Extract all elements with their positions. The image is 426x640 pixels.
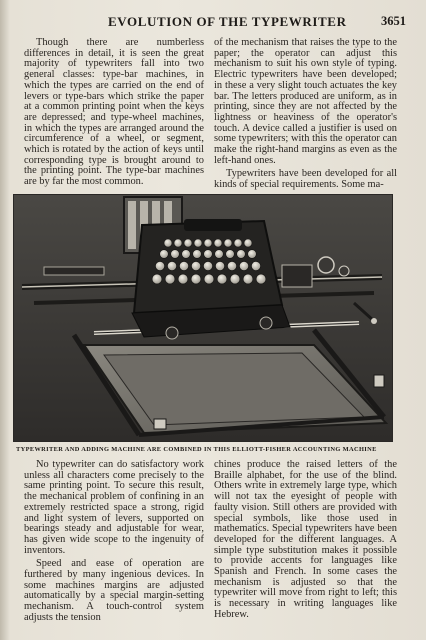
left-column-top: [24, 38, 204, 188]
paragraph: Though there are numberless differences in detail, it is seen the great majority of typewriters fall into two general classes: type-bar machines, in which the types are carried on the end of levers or type-bars which strike the paper at a common printing point when the keys are depressed; and type-wheel machines, in which the types are arranged around the circumference of a wheel, or segment, which is rotated by the action of keys until corresponding type is brought around to the printing point. The type-bar machines are by far the most common.: [24, 37, 204, 188]
machine-photograph: [14, 195, 392, 441]
page-number: 3651: [381, 14, 406, 28]
left-column-bottom: [24, 460, 204, 624]
running-title: EVOLUTION OF THE TYPEWRITER: [108, 14, 347, 29]
paragraph: Speed and ease of operation are furthered by many ingenious devices. In some machines margins are adjusted automatically by a special margin-setting mechanism. A touch-control system adjusts the tension: [24, 558, 204, 623]
figure-caption: TYPEWRITER AND ADDING MACHINE ARE COMBINED IN THIS ELLIOTT-FISHER ACCOUNTING MACHINE: [16, 446, 377, 453]
page-header: [22, 14, 410, 32]
paragraph: Typewriters have been developed for all kinds of special requirements. Some ma-: [214, 168, 397, 191]
right-column-bottom: [214, 460, 397, 621]
paragraph-continuation: of the mechanism that raises the type to the paper; the operator can adjust this mechanism to suit his own style of typing. Electric typewriters have been developed; in these a very slight touch actuates the key bar. The letters produced are uniform, as in printing, since they are not affected by the lightness or heaviness of the operator's touch. A device called a justifier is used on some typewriters; with this the operator can make the right-hand margins as even as the left-hand ones.: [214, 37, 397, 166]
paragraph-continuation: chines produce the raised letters of the Braille alphabet, for the use of the blind. Others write in extremely large type, which will not tax the eyesight of people with faulty vision. Still others are provided with special symbols, like those used in mathematics. Special typewriters have been developed for the different languages. A simple type substitution makes it possible to provide accents for languages like Spanish and French. In some cases the mechanism is adjusted so that the typewriter will move from right to left; this is necessary in writing languages like Hebrew.: [214, 459, 397, 620]
right-column-top: [214, 38, 397, 191]
paragraph: No typewriter can do satisfactory work unless all characters come precisely to the same printing point. To secure this result, the mechanical problem of confining in an extremely restricted space a strong, rigid and light system of levers, supported on bearings steady and adjustable for wear, has given wide scope to the ingenuity of inventors.: [24, 459, 204, 556]
